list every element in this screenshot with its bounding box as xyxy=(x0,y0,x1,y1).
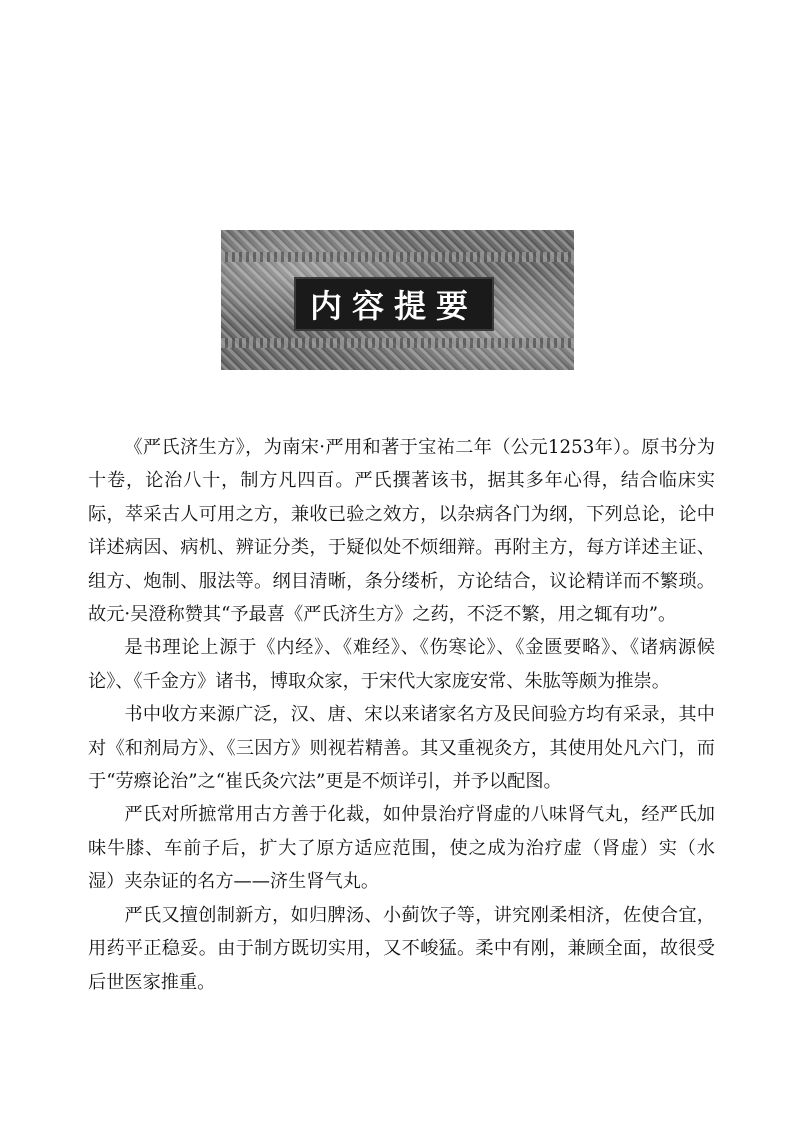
paragraph-3: 书中收方来源广泛，汉、唐、宋以来诸家名方及民间验方均有采录，其中对《和剂局方》、《三因方》则视若精善。其又重视灸方，其使用处凡六门，而于“劳瘵论治”之“崔氏灸穴法”更是不烦详引，并予以配图。 xyxy=(88,704,715,793)
banner-bottom-band xyxy=(221,338,574,348)
paragraph-5: 严氏又擅创制新方，如归脾汤、小蓟饮子等，讲究刚柔相济，佐使合宜，用药平正稳妥。由于制方既切实用，又不峻猛。柔中有刚，兼顾全面，故很受后世医家推重。 xyxy=(88,904,715,993)
page-title: 内容提要 xyxy=(309,287,478,325)
paragraph-2: 是书理论上源于《内经》、《难经》、《伤寒论》、《金匮要略》、《诸病源候论》、《千金方》诸书，博取众家，于宋代大家庞安常、朱肱等颇为推崇。 xyxy=(88,637,715,692)
title-plate xyxy=(294,277,494,331)
paragraph-1: 《严氏济生方》，为南宋·严用和著于宝祐二年（公元1253年）。原书分为十卷，论治八十，制方凡四百。严氏撰著该书，据其多年心得，结合临床实际，萃采古人可用之方，兼收已验之效方，以杂病各门为纲，下列总论，论中详述病因、病机、辨证分类，于疑似处不烦细辩。再附主方，每方详述主证、组方、炮制、服法等。纲目清晰，条分缕析，方论结合，议论精详而不繁琐。故元·吴澄称赞其“予最喜《严氏济生方》之药，不泛不繁，用之辄有功”。 xyxy=(88,437,715,626)
summary-body xyxy=(88,431,715,999)
banner-top-band xyxy=(221,252,574,262)
title-banner xyxy=(221,230,574,370)
paragraph-4: 严氏对所摭常用古方善于化裁，如仲景治疗肾虚的八味肾气丸，经严氏加味牛膝、车前子后，扩大了原方适应范围，使之成为治疗虚（肾虚）实（水湿）夹杂证的名方——济生肾气丸。 xyxy=(88,804,715,893)
